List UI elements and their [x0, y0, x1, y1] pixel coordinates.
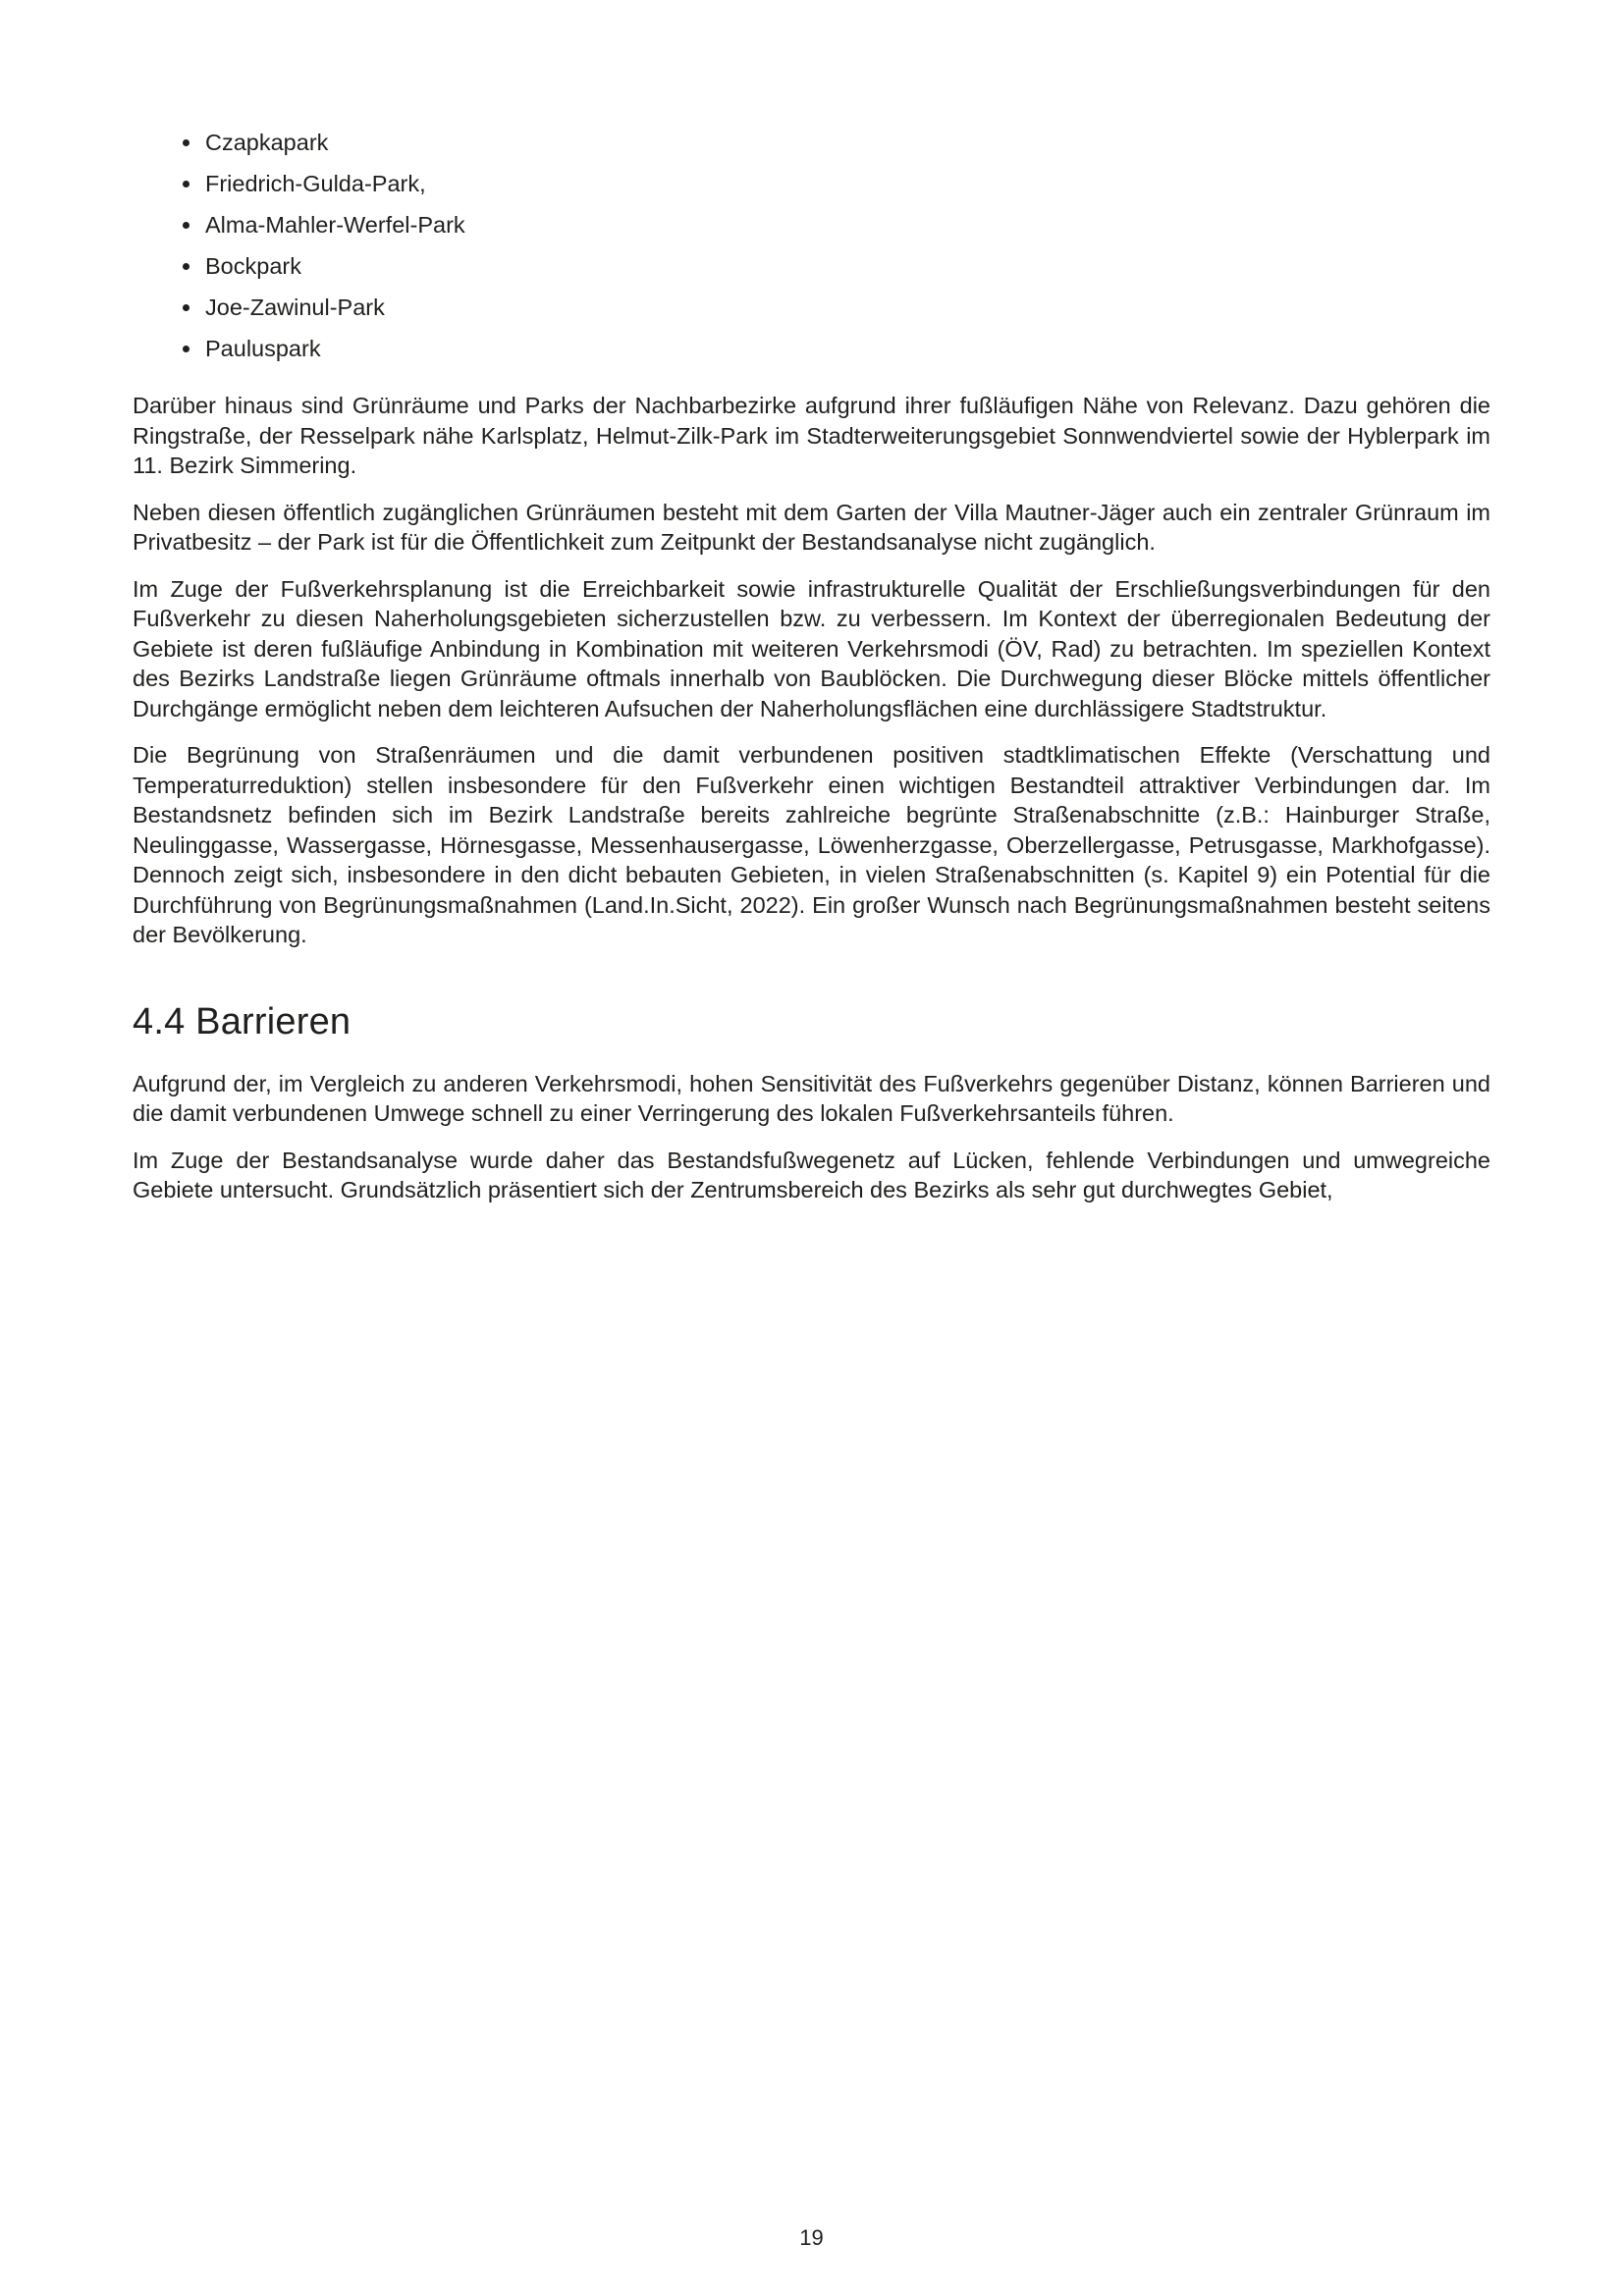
paragraph-villa-mautner: Neben diesen öffentlich zugänglichen Grünräumen besteht mit dem Garten der Villa Mautner-Jäger auch ein zentraler Grünraum im Privatbesitz – der Park ist für die Öffentlichkeit zum Zeitpunkt der Bestandsanalyse nicht zugänglich.	[133, 499, 1490, 555]
park-list	[133, 128, 1490, 363]
list-item: • Friedrich-Gulda-Park,	[203, 169, 1490, 198]
list-item: • Joe-Zawinul-Park	[203, 293, 1490, 322]
paragraph-begruenung: Die Begrünung von Straßenräumen und die damit verbundenen positiven stadtklimatischen Effekte (Verschattung und Temperaturreduktion) stellen insbesondere für den Fußverkehr einen wichtigen Bestandteil attraktiver Verbindungen dar. Im Bestandsnetz befinden sich im Bezirk Landstraße bereits zahlreiche begrünte Straßenabschnitte (z.B.: Hainburger Straße, Neulinggasse, Wassergasse, Hörnesgasse, Messenhausergasse, Löwenherzgasse, Oberzellergasse, Petrusgasse, Markhofgasse). Dennoch zeigt sich, insbesondere in den dicht bebauten Gebieten, in vielen Straßenabschnitten (s. Kapitel 9) ein Potential für die Durchführung von Begrünungsmaßnahmen (Land.In.Sicht, 2022). Ein großer Wunsch nach Begrünungsmaßnahmen besteht seitens der Bevölkerung.	[133, 742, 1490, 947]
paragraph-erreichbarkeit: Im Zuge der Fußverkehrsplanung ist die Erreichbarkeit sowie infrastrukturelle Qualität der Erschließungsverbindungen für den Fußverkehr zu diesen Naherholungsgebieten sicherzustellen bzw. zu verbessern. Im Kontext der überregionalen Bedeutung der Gebiete ist deren fußläufige Anbindung in Kombination mit weiteren Verkehrsmodi (ÖV, Rad) zu betrachten. Im speziellen Kontext des Bezirks Landstraße liegen Grünräume oftmals innerhalb von Baublöcken. Die Durchwegung dieser Blöcke mittels öffentlicher Durchgänge ermöglicht neben dem leichteren Aufsuchen der Naherholungsflächen eine durchlässigere Stadtstruktur.	[133, 575, 1490, 721]
list-item: • Pauluspark	[203, 334, 1490, 363]
page-content	[133, 128, 1490, 2296]
list-item: • Czapkapark	[203, 128, 1490, 157]
page-number: 19	[799, 2225, 824, 2250]
list-item: • Alma-Mahler-Werfel-Park	[203, 210, 1490, 240]
paragraph-sensitivitaet: Aufgrund der, im Vergleich zu anderen Verkehrsmodi, hohen Sensitivität des Fußverkehrs gegenüber Distanz, können Barrieren und die damit verbundenen Umwege schnell zu einer Verringerung des lokalen Fußverkehrsanteils führen.	[133, 1070, 1490, 1126]
paragraph-bestandsanalyse: Im Zuge der Bestandsanalyse wurde daher das Bestandsfußwegenetz auf Lücken, fehlende Verbindungen und umwegreiche Gebiete untersucht. Grundsätzlich präsentiert sich der Zentrumsbereich des Bezirks als sehr gut durchwegtes Gebiet,	[133, 1147, 1490, 1202]
section-heading-barrieren: 4.4 Barrieren	[133, 1000, 352, 1042]
paragraph-neighbor-districts: Darüber hinaus sind Grünräume und Parks der Nachbarbezirke aufgrund ihrer fußläufigen Nähe von Relevanz. Dazu gehören die Ringstraße, der Resselpark nähe Karlsplatz, Helmut-Zilk-Park im Stadterweiterungsgebiet Sonnwendviertel sowie der Hyblerpark im 11. Bezirk Simmering.	[133, 393, 1490, 478]
list-item: • Bockpark	[203, 251, 1490, 281]
